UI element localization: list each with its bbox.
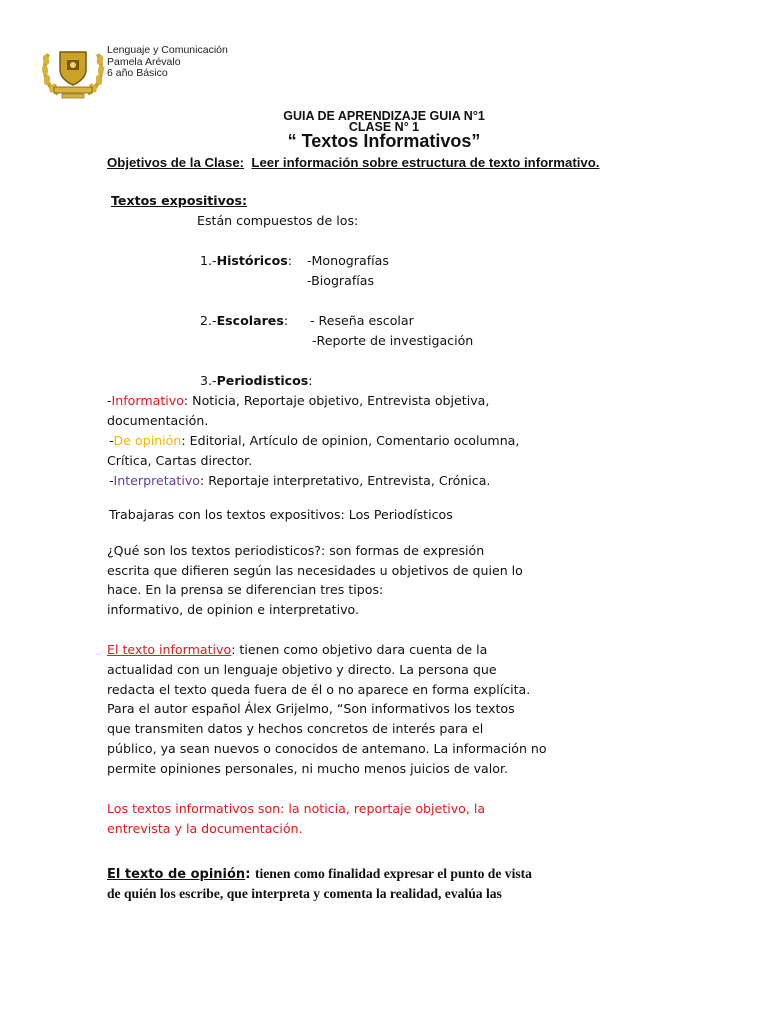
question-line-2: escrita que difieren según las necesidades u objetivos de quien lo <box>107 563 523 578</box>
escolares-row: 2.-Escolares: <box>200 313 289 328</box>
historicos-item-1: -Monografías <box>307 253 389 268</box>
informativo-label: Informativo <box>111 393 184 408</box>
informativo-line-2: actualidad con un lenguaje objetivo y directo. La persona que <box>107 662 497 677</box>
question-line-3: hace. En la prensa se diferencian tres tipos: <box>107 582 384 597</box>
course-header <box>107 45 228 80</box>
historicos-item-2: -Biografías <box>307 273 375 288</box>
grade-label: 6 año Básico <box>107 67 168 79</box>
type-informativo: -Informativo: Noticia, Reportaje objetivo, Entrevista objetiva, <box>107 393 490 408</box>
question-line-4: informativo, de opinion e interpretativo. <box>107 602 360 617</box>
class-number: CLASE N° 1 <box>348 120 420 134</box>
opinion-line-2: de quién los escribe, que interpreta y comenta la realidad, evalúa las <box>107 886 502 901</box>
document-title: “ Textos Informativos” <box>287 131 481 151</box>
expositivos-intro: Están compuestos de los: <box>197 213 359 228</box>
guide-title: GUIA DE APRENDIZAJE GUIA N°1 <box>283 109 485 123</box>
historicos-label: Históricos <box>216 253 288 268</box>
type-interpretativo: -Interpretativo: Reportaje interpretativo, Entrevista, Crónica. <box>109 473 491 488</box>
class-objective <box>107 155 599 170</box>
periodisticos-row: 3.-Periodisticos: <box>200 373 313 388</box>
escolares-item-2: -Reporte de investigación <box>312 333 474 348</box>
type-opinion-cont: Crítica, Cartas director. <box>107 453 253 468</box>
historicos-row: 1.-Históricos: <box>200 253 292 268</box>
interpretativo-label: Interpretativo <box>113 473 200 488</box>
informativo-line-5: que transmiten datos y hechos concretos de interés para el <box>107 721 484 736</box>
objective-label: Objetivos de la Clase: <box>107 155 245 170</box>
informativo-line-6: público, ya sean nuevos o conocidos de antemano. La información no <box>107 741 547 756</box>
informativo-line-3: redacta el texto queda fuera de él o no aparece en forma explícita. <box>107 682 531 697</box>
opinion-par-label: El texto de opinión <box>107 867 246 882</box>
escolares-item-1: - Reseña escolar <box>310 313 414 328</box>
informativo-line-4: Para el autor español Álex Grijelmo, “Son informativos los textos <box>107 701 515 716</box>
trabajaras-line: Trabajaras con los textos expositivos: Los Periodísticos <box>109 507 453 522</box>
objective-text: Leer información sobre estructura de texto informativo. <box>251 155 600 170</box>
teacher-name: Pamela Arévalo <box>107 55 181 68</box>
type-opinion: -De opinión: Editorial, Artículo de opinion, Comentario ocolumna, <box>109 433 520 448</box>
opinion-line-1: El texto de opinión: tienen como finalidad expresar el punto de vista <box>107 866 532 882</box>
expositivos-heading: Textos expositivos: <box>111 193 248 208</box>
red-note-line-1: Los textos informativos son: la noticia, reportaje objetivo, la <box>107 801 486 816</box>
opinion-label: De opinión <box>113 433 182 448</box>
informativo-line-1: El texto informativo: tienen como objetivo dara cuenta de la <box>107 642 488 657</box>
question-line-1: ¿Qué son los textos periodisticos?: son formas de expresión <box>107 543 485 558</box>
escolares-label: Escolares <box>216 313 284 328</box>
subject-label: Lenguaje y Comunicación <box>107 44 228 56</box>
red-note-line-2: entrevista y la documentación. <box>107 821 303 836</box>
periodisticos-label: Periodisticos <box>216 373 309 388</box>
type-informativo-cont: documentación. <box>107 413 209 428</box>
school-crest-icon <box>40 40 106 102</box>
informativo-line-7: permite opiniones personales, ni mucho menos juicios de valor. <box>107 761 508 776</box>
informativo-par-label: El texto informativo <box>107 642 232 657</box>
